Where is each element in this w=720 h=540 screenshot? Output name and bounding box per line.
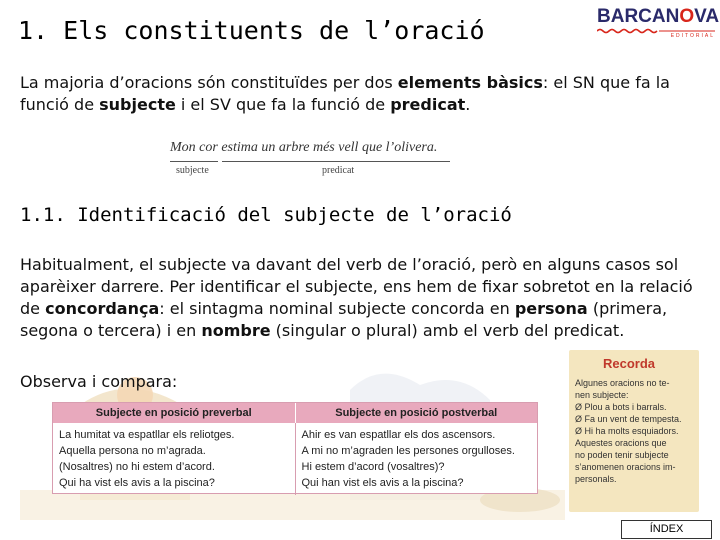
recorda-line: Ø Plou a bots i barrals. bbox=[575, 402, 667, 412]
observa-label: Observa i compara: bbox=[20, 372, 178, 391]
recorda-line: Ø Hi ha molts esquiadors. bbox=[575, 426, 679, 436]
page-title: 1. Els constituents de l’oració bbox=[18, 16, 485, 45]
barcanova-logo bbox=[597, 6, 720, 39]
table-row: A mi no m’agraden les persones orgulloses. bbox=[301, 445, 515, 457]
recorda-line: Algunes oracions no te- bbox=[575, 378, 670, 388]
table-row: Hi estem d’acord (vosaltres)? bbox=[301, 461, 445, 473]
table-row: Qui han vist els avis a la piscina? bbox=[301, 477, 464, 489]
comparison-table bbox=[52, 402, 538, 494]
table-row: Qui ha vist els avis a la piscina? bbox=[59, 477, 215, 489]
table-header-row bbox=[53, 403, 537, 423]
recorda-line: personals. bbox=[575, 474, 617, 484]
table-body bbox=[53, 423, 537, 495]
recorda-line: s’anomenen oracions im- bbox=[575, 462, 676, 472]
subject-tag: subjecte bbox=[176, 165, 209, 176]
table-row: (Nosaltres) no hi estem d’acord. bbox=[59, 461, 215, 473]
logo-wordmark: BARCANOVA bbox=[597, 6, 720, 27]
table-row: Ahir es van espatllar els dos ascensors. bbox=[301, 429, 496, 441]
postverbal-column bbox=[296, 423, 538, 495]
table-row: La humitat va espatllar els reliotges. bbox=[59, 429, 235, 441]
intro-paragraph: La majoria d’oracions són constituïdes per dos elements bàsics: el SN que fa la funció de subjecte i el SV que fa la funció de predicat. bbox=[20, 73, 670, 114]
index-button[interactable]: ÍNDEX bbox=[621, 520, 712, 539]
recorda-line: nen subjecte: bbox=[575, 390, 629, 400]
example-sentence: Mon cor estima un arbre més vell que l’olivera. bbox=[170, 140, 438, 155]
recorda-line: Aquestes oracions que bbox=[575, 438, 667, 448]
subject-underline bbox=[170, 161, 218, 162]
table-header-postverbal: Subjecte en posició postverbal bbox=[335, 407, 498, 419]
logo-subtitle: EDITORIAL bbox=[670, 33, 715, 39]
recorda-line: Ø Fa un vent de tempesta. bbox=[575, 414, 682, 424]
predicate-underline bbox=[222, 161, 450, 162]
table-header-preverbal: Subjecte en posició preverbal bbox=[53, 403, 296, 423]
body-paragraph: Habitualment, el subjecte va davant del verb de l’oració, però en alguns casos sol aparèixer darrere. Per identificar el subjecte, ens hem de fixar sobretot en la relació de concordança: el sintagma nominal subjecte concorda en persona (primera, segona o tercera) i en nombre (singular o plural) amb el verb del predicat. bbox=[20, 255, 693, 340]
recorda-title: Recorda bbox=[603, 356, 656, 371]
example-sentence-figure bbox=[170, 140, 470, 185]
recorda-line: no poden tenir subjecte bbox=[575, 450, 669, 460]
preverbal-column bbox=[53, 423, 296, 495]
table-row: Aquella persona no m’agrada. bbox=[59, 445, 206, 457]
section-heading: 1.1. Identificació del subjecte de l’oració bbox=[20, 204, 512, 226]
predicate-tag: predicat bbox=[322, 165, 355, 176]
recorda-box bbox=[569, 350, 699, 512]
